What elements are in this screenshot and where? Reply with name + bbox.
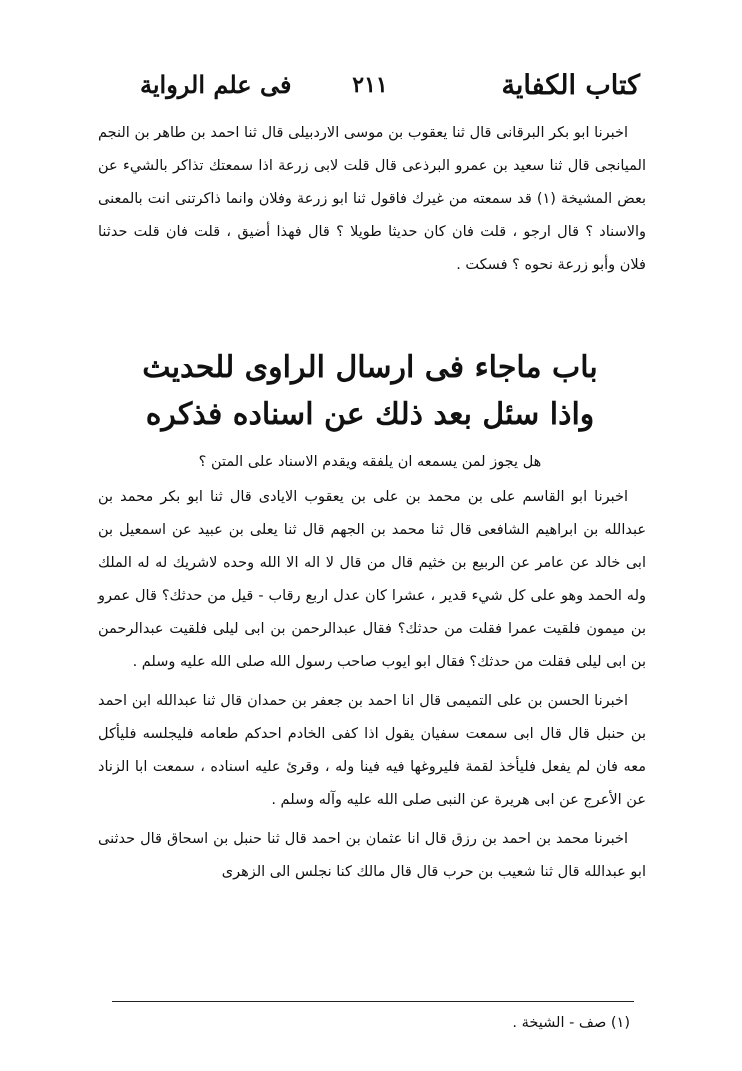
page-number: ٢١١ bbox=[352, 72, 388, 98]
book-subtitle: فى علم الرواية bbox=[140, 70, 292, 99]
chapter-title-line: واذا سئل بعد ذلك عن اسناده فذكره bbox=[145, 397, 595, 432]
chapter-question: هل يجوز لمن يسمعه ان يلفقه ويقدم الاسناد على المتن ؟ bbox=[198, 454, 542, 470]
paragraph: اخبرنا ابو بكر البرقانى قال ثنا يعقوب بن موسى الاردبيلى قال ثنا احمد بن طاهر بن النجم الميانجى قال ثنا سعيد بن عمرو البرذعى قال قلت لابى زرعة اذا سمعتك تذاكر بالشيء عن بعض المشيخة (١) قد سمعته من غيرك فاقول ثنا ابو زرعة وفلان وانما ذاكرتنى انت بالمعنى والاسناد ؟ قال ارجو ، قلت فان كان حديثا طويلا ؟ قال فهذا أضيق ، قلت فان قلت حدثنا فلان وأبو زرعة نحوه ؟ فسكت . bbox=[98, 125, 646, 273]
paragraph: اخبرنا ابو القاسم على بن محمد بن على بن يعقوب الايادى قال ثنا ابو بكر محمد بن عبدالله بن ابراهيم الشافعى قال ثنا محمد بن الجهم قال ثنا يعلى بن عبيد عن اسمعيل بن ابى خالد عن عامر عن الربيع بن خثيم قال من قال لا اله الا الله وحده لاشريك له له الملك وله الحمد وهو على كل شيء قدير ، عشرا كان عدل اربع رقاب - قيل من حدثك؟ قال عمرو بن ميمون فلقيت عمرا فقلت من حدثك؟ فقال عبدالرحمن بن ابى ليلى فلقيت عبدالرحمن بن ابى ليلى فقلت من حدثك؟ فقال ابو ايوب صاحب رسول الله صلى الله عليه وسلم . bbox=[98, 489, 646, 670]
paragraph: اخبرنا محمد بن احمد بن رزق قال انا عثمان بن احمد قال ثنا حنبل بن اسحاق قال حدثنى ابو عبدالله قال ثنا شعيب بن حرب قال قال مالك كنا نجلس الى الزهرى bbox=[98, 831, 646, 880]
footnote-divider bbox=[112, 1001, 634, 1002]
chapter-title bbox=[95, 344, 645, 438]
top-passage bbox=[98, 117, 646, 282]
main-text bbox=[98, 481, 646, 889]
paragraph: اخبرنا الحسن بن على التميمى قال انا احمد بن جعفر بن حمدان قال ثنا عبدالله ابن احمد بن حنبل قال قال ابى سمعت سفيان يقول اذا كفى الخادم احدكم طعامه فليجلسه فليأكل معه فان لم يفعل فليأخذ لقمة فليروغها فيه فينا وله ، وقرئ عليه اسناده ، سمعت ابا الزناد عن الأعرج عن ابى هريرة عن النبى صلى الله عليه وآله وسلم . bbox=[98, 693, 646, 808]
footnote: (١) صف - الشيخة . bbox=[512, 1015, 630, 1031]
page-header bbox=[100, 70, 640, 110]
chapter-title-line: باب ماجاء فى ارسال الراوى للحديث bbox=[142, 350, 598, 385]
book-title: كتاب الكفاية bbox=[501, 70, 640, 101]
